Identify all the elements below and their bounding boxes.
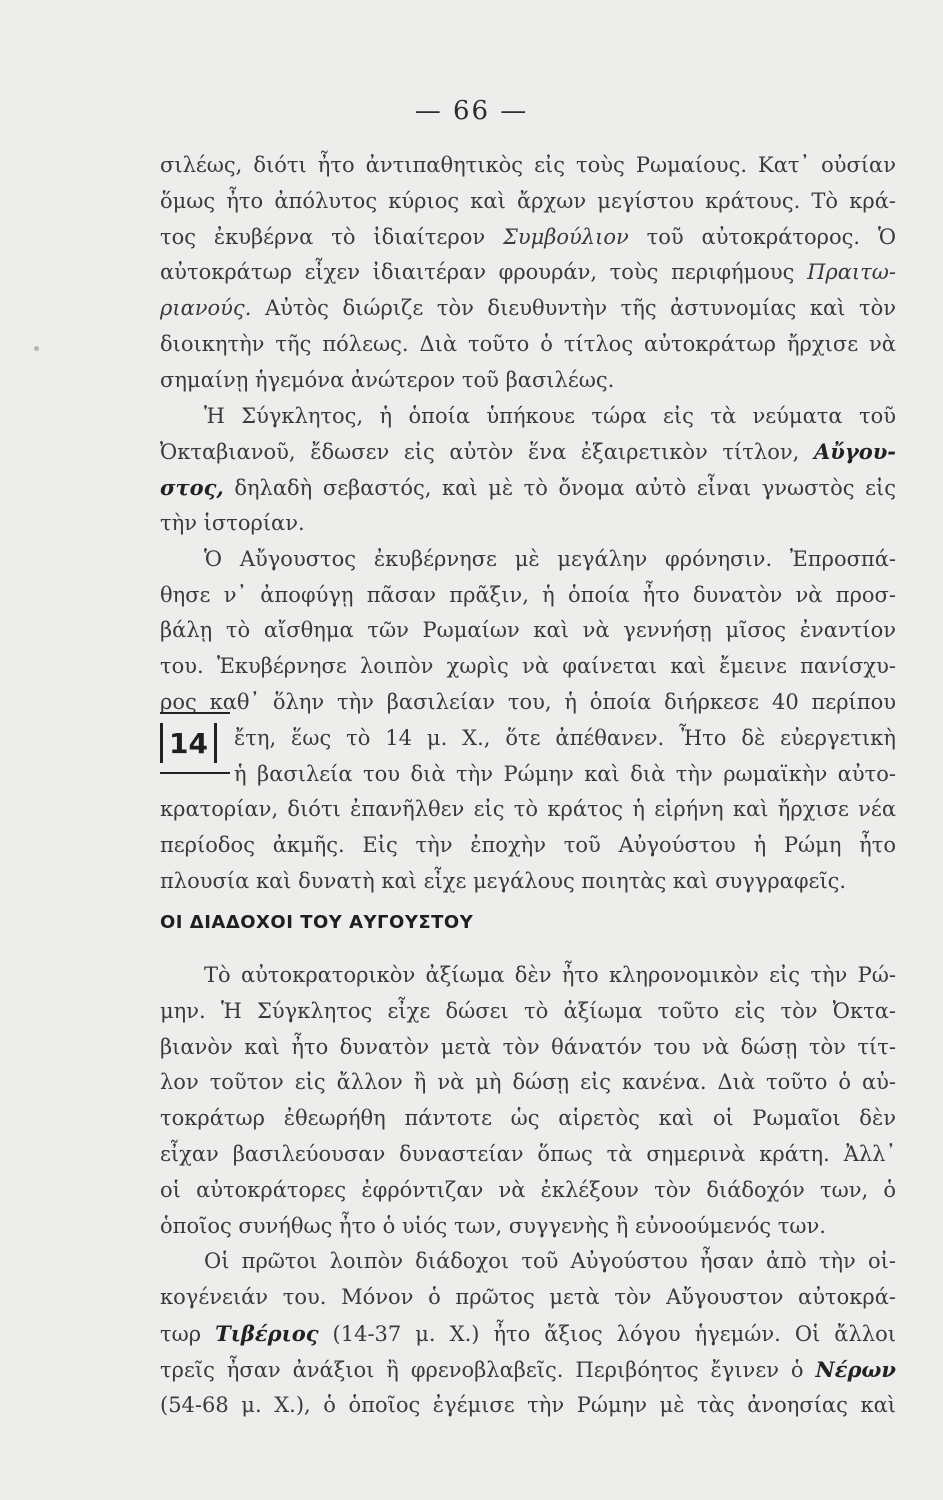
text-line: (54-68 μ. Χ.), ὁ ὁποῖος ἐγέμισε τὴν Ρώμην μὲ τὰς ἀνοησίας καὶ bbox=[160, 1392, 896, 1417]
text-line: εἶχαν βασιλεύουσαν δυναστείαν ὅπως τὰ σημερινὰ κράτη. Ἀλλ᾿ bbox=[160, 1141, 896, 1166]
text-line: Ἡ Σύγκλητος, ἡ ὁποία ὑπήκουε τώρα εἰς τὰ νεύματα τοῦ bbox=[204, 403, 896, 428]
text-line: ὁποῖος συνήθως ἦτο ὁ υἱός των, συγγενὴς ἢ εὐνοούμενός των. bbox=[160, 1213, 826, 1238]
text-line: τος ἐκυβέρνα τὸ ἰδιαίτερον Συμβούλιον τοῦ αὐτοκράτορος. Ὁ bbox=[160, 224, 896, 249]
text-line: πλουσία καὶ δυνατὴ καὶ εἶχε μεγάλους ποιητὰς καὶ συγγραφεῖς. bbox=[160, 868, 847, 893]
text-line: ἡ βασιλεία του διὰ τὴν Ρώμην καὶ διὰ τὴν ρωμαϊκὴν αὐτο- bbox=[234, 761, 896, 786]
text-line: θησε ν᾿ ἀποφύγῃ πᾶσαν πρᾶξιν, ἡ ὁποία ἦτο δυνατὸν νὰ προσ- bbox=[160, 582, 896, 607]
margin-bar bbox=[214, 723, 217, 763]
bold-term: Νέρων bbox=[815, 1356, 896, 1382]
text-line: περίοδος ἀκμῆς. Εἰς τὴν ἐποχὴν τοῦ Αὐγούστου ἡ Ρώμη ἦτο bbox=[160, 833, 896, 858]
text-line: του. Ἐκυβέρνησε λοιπὸν χωρὶς νὰ φαίνεται καὶ ἔμεινε πανίσχυ- bbox=[160, 654, 896, 679]
text-line: βιανὸν καὶ ἦτο δυνατὸν μετὰ τὸν θάνατόν του νὰ δώσῃ τὸν τίτ- bbox=[160, 1034, 896, 1059]
page-number: — 66 — bbox=[414, 96, 529, 126]
section-title: ΟΙ ΔΙΑΔΟΧΟΙ ΤΟΥ ΑΥΓΟΥΣΤΟΥ bbox=[160, 912, 474, 933]
text-line: Ὀκταβιανοῦ, ἔδωσεν εἰς αὐτὸν ἕνα ἐξαιρετικὸν τίτλον, Αὔγου- bbox=[160, 439, 896, 465]
text-line: οἱ αὐτοκράτορες ἐφρόντιζαν νὰ ἐκλέξουν τὸν διάδοχόν των, ὁ bbox=[160, 1177, 896, 1202]
text-line: στος, δηλαδὴ σεβαστός, καὶ μὲ τὸ ὄνομα αὐτὸ εἶναι γνωστὸς εἰς bbox=[160, 475, 896, 501]
text-line: τὴν ἱστορίαν. bbox=[160, 510, 305, 535]
text-line: διοικητὴν τῆς πόλεως. Διὰ τοῦτο ὁ τίτλος αὐτοκράτωρ ἤρχισε νὰ bbox=[160, 331, 896, 356]
margin-number: 14 bbox=[169, 726, 208, 760]
text-line: ἔτη, ἕως τὸ 14 μ. Χ., ὅτε ἀπέθανεν. Ἦτο δὲ εὐεργετικὴ bbox=[234, 725, 896, 750]
text-line: σημαίνῃ ἡγεμόνα ἀνώτερον τοῦ βασιλέως. bbox=[160, 367, 615, 392]
text-line: Ὁ Αὔγουστος ἐκυβέρνησε μὲ μεγάλην φρόνησιν. Ἐπροσπά- bbox=[204, 546, 896, 571]
bold-term: Τιβέριος bbox=[215, 1320, 319, 1346]
text-line: ρος καθ᾿ ὅλην τὴν βασιλείαν του, ἡ ὁποία διήρκεσε 40 περίπου bbox=[160, 689, 896, 714]
text-line: Τὸ αὐτοκρατορικὸν ἀξίωμα δὲν ἦτο κληρονομικὸν εἰς τὴν Ρώ- bbox=[204, 963, 896, 987]
text-line: αὐτοκράτωρ εἶχεν ἰδιαιτέραν φρουράν, τοὺς περιφήμους Πραιτω- bbox=[160, 260, 896, 285]
text-line: βάλῃ τὸ αἴσθημα τῶν Ρωμαίων καὶ νὰ γεννήσῃ μῖσος ἐναντίον bbox=[160, 618, 896, 643]
text-line: σιλέως, διότι ἦτο ἀντιπαθητικὸς εἰς τοὺς Ρωμαίους. Κατ᾿ οὐσίαν bbox=[160, 153, 896, 177]
text-line: τοκράτωρ ἐθεωρήθη πάντοτε ὡς αἱρετὸς καὶ οἱ Ρωμαῖοι δὲν bbox=[160, 1106, 896, 1131]
italic-term: Συμβούλιον bbox=[503, 224, 629, 249]
paragraph-block-2 bbox=[160, 958, 896, 1423]
text-line: κογένειάν του. Μόνον ὁ πρῶτος μετὰ τὸν Αὔγουστον αὐτοκρά- bbox=[160, 1285, 896, 1310]
bold-term: στος, bbox=[160, 475, 224, 501]
text-line: λον τοῦτον εἰς ἄλλον ἢ νὰ μὴ δώσῃ εἰς κανένα. Διὰ τοῦτο ὁ αὐ- bbox=[160, 1070, 896, 1095]
text-line: μην. Ἡ Σύγκλητος εἶχε δώσει τὸ ἀξίωμα τοῦτο εἰς τὸν Ὀκτα- bbox=[160, 998, 896, 1023]
text-line: Οἱ πρῶτοι λοιπὸν διάδοχοι τοῦ Αὐγούστου ἦσαν ἀπὸ τὴν οἰ- bbox=[204, 1249, 896, 1274]
scan-speck bbox=[34, 346, 39, 351]
text-line: κρατορίαν, διότι ἐπανῆλθεν εἰς τὸ κράτος ἡ εἰρήνη καὶ ἤρχισε νέα bbox=[160, 797, 896, 822]
margin-bar bbox=[160, 723, 163, 763]
bold-term: Αὔγου- bbox=[813, 439, 896, 465]
text-line: τωρ Τιβέριος (14-37 μ. Χ.) ἦτο ἄξιος λόγου ἡγεμών. Οἱ ἄλλοι bbox=[160, 1320, 896, 1346]
text-line: ὅμως ἦτο ἀπόλυτος κύριος καὶ ἄρχων μεγίστου κράτους. Τὸ κρά- bbox=[160, 188, 896, 213]
paragraph-block-1 bbox=[160, 148, 896, 900]
margin-note bbox=[160, 712, 230, 774]
italic-term: Πραιτω- bbox=[807, 260, 896, 285]
text-line: ριανούς. Αὐτὸς διώριζε τὸν διευθυντὴν τῆς ἀστυνομίας καὶ τὸν bbox=[160, 296, 896, 321]
text-line: τρεῖς ἦσαν ἀνάξιοι ἢ φρενοβλαβεῖς. Περιβόητος ἔγινεν ὁ Νέρων bbox=[160, 1356, 896, 1382]
italic-term: ριανούς. bbox=[160, 296, 252, 321]
